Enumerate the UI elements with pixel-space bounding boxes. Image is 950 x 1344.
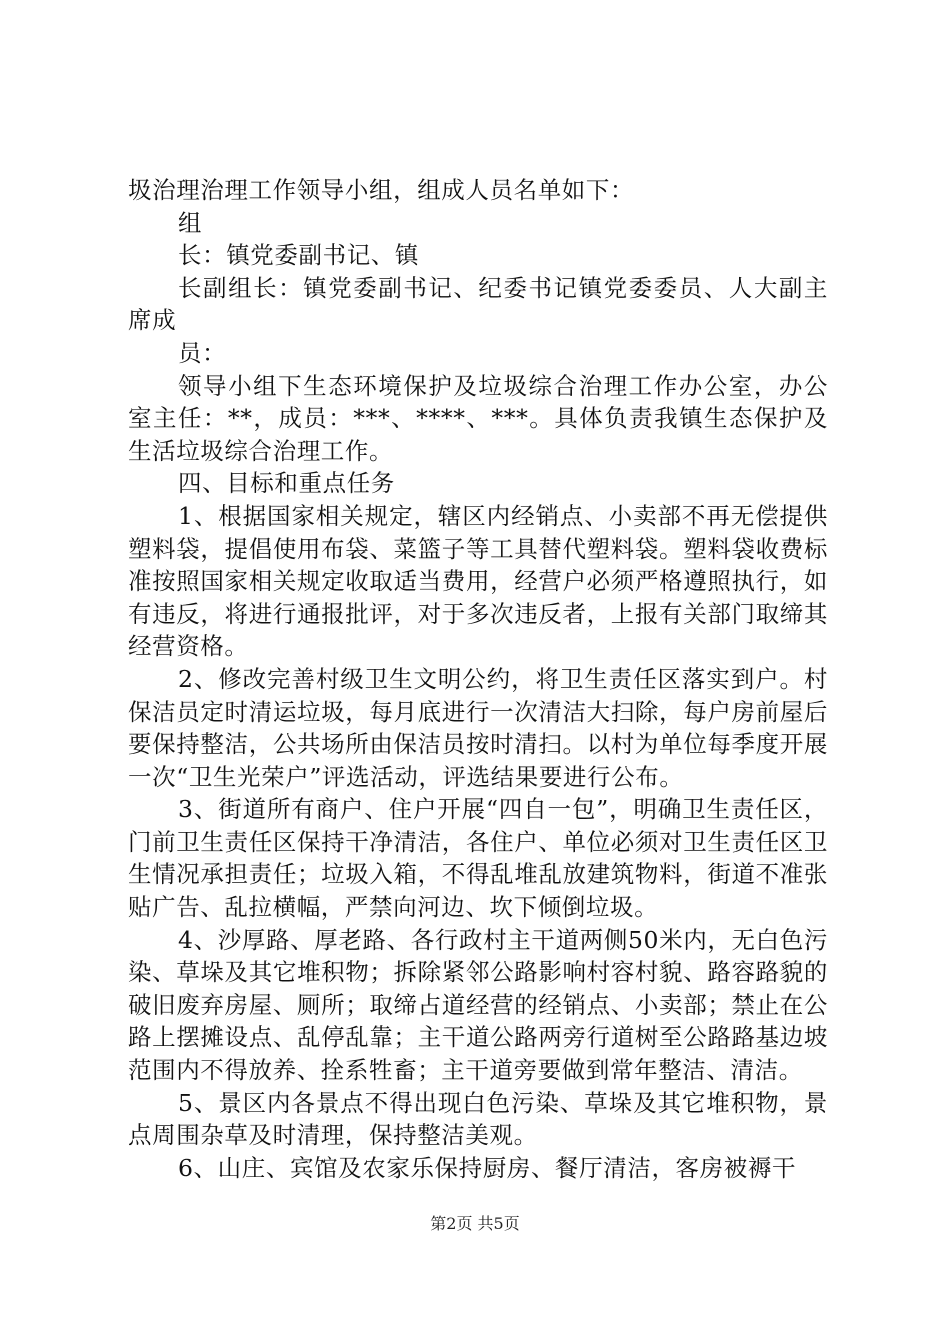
paragraph-task-6: 6、山庄、宾馆及农家乐保持厨房、餐厅清洁，客房被褥干 xyxy=(178,1153,797,1182)
paragraph-leader-group-intro: 圾治理治理工作领导小组，组成人员名单如下： xyxy=(128,176,635,204)
paragraph-task-1: 1、根据国家相关规定，辖区内经销点、小卖部不再无偿提供塑料袋，提倡使用布袋、菜篮子等工具替代塑料袋。塑料袋收费标准按照国家相关规定收取适当费用，经营户必须严格遵照执行，如有违反，将进行通报批评，对于多次违反者，上报有关部门取缔其经营资格。 xyxy=(128,501,828,661)
paragraph-group-label: 组 xyxy=(178,208,203,237)
paragraph-deputy-leaders: 长副组长：镇党委副书记、纪委书记镇党委委员、人大副主席成 xyxy=(128,273,828,335)
paragraph-members-label: 员： xyxy=(178,338,227,367)
paragraph-task-4: 4、沙厚路、厚老路、各行政村主干道两侧50米内，无白色污染、草垛及其它堆积物；拆除紧邻公路影响村容村貌、路容路貌的破旧废弃房屋、厕所；取缔占道经营的经销点、小卖部；禁止在公路上摆摊设点、乱停乱靠；主干道公路两旁行道树至公路路基边坡范围内不得放养、拴系牲畜；主干道旁要做到常年整洁、清洁。 xyxy=(128,925,828,1085)
page-number-footer: 第2页 共5页 xyxy=(430,1214,520,1233)
section-heading-goals: 四、目标和重点任务 xyxy=(178,469,395,498)
paragraph-office: 领导小组下生态环境保护及垃圾综合治理工作办公室，办公室主任：**，成员：***、****、***。具体负责我镇生态保护及生活垃圾综合治理工作。 xyxy=(128,371,828,465)
paragraph-group-leader: 长：镇党委副书记、镇 xyxy=(178,241,419,270)
paragraph-task-3: 3、街道所有商户、住户开展“四自一包”，明确卫生责任区，门前卫生责任区保持干净清洁，各住户、单位必须对卫生责任区卫生情况承担责任；垃圾入箱，不得乱堆乱放建筑物料，街道不准张贴广告、乱拉横幅，严禁向河边、坎下倾倒垃圾。 xyxy=(128,795,828,922)
document-body xyxy=(128,174,828,1184)
paragraph-task-5: 5、景区内各景点不得出现白色污染、草垛及其它堆积物，景点周围杂草及时清理，保持整洁美观。 xyxy=(128,1088,828,1150)
paragraph-task-2: 2、修改完善村级卫生文明公约，将卫生责任区落实到户。村保洁员定时清运垃圾，每月底进行一次清洁大扫除，每户房前屋后要保持整洁，公共场所由保洁员按时清扫。以村为单位每季度开展一次“卫生光荣户”评选活动，评选结果要进行公布。 xyxy=(128,664,828,791)
